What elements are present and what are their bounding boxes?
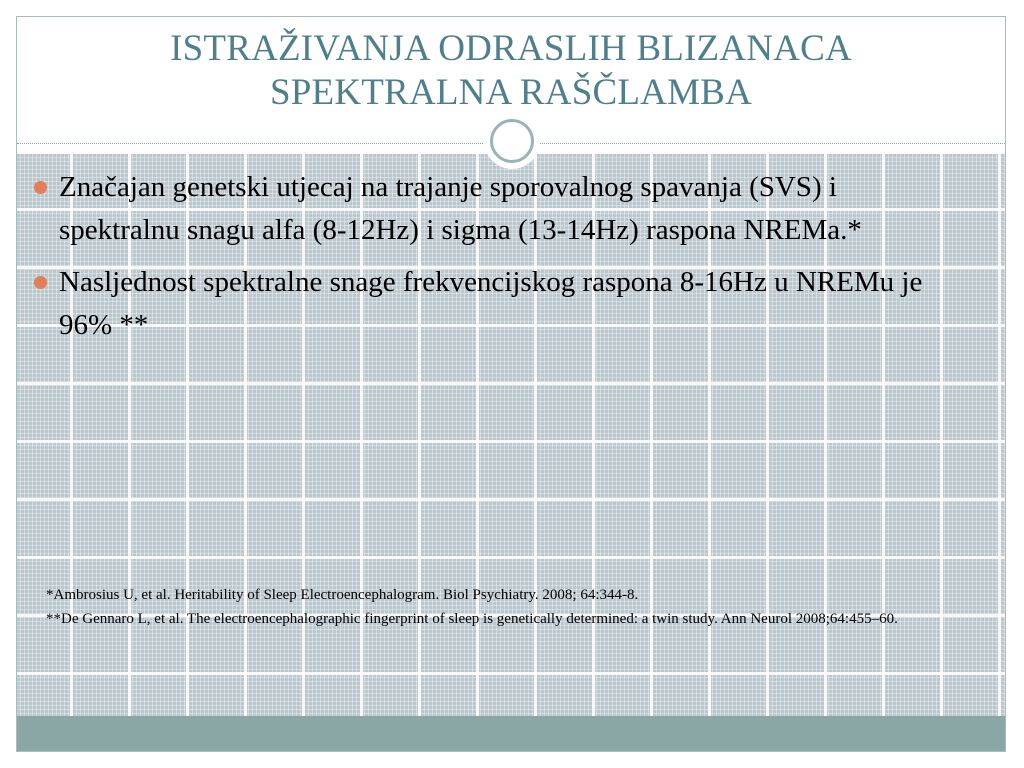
reference-item: **De Gennaro L, et al. The electroencephalographic fingerprint of sleep is genetically determined: a twin study. Ann Neurol 2008;64:455–60. — [46, 611, 898, 627]
bullet-text: Značajan genetski utjecaj na trajanje sporovalnog spavanja (SVS) i spektralnu snagu alfa (8-12Hz) i sigma (13-14Hz) raspona NREMa.* — [59, 171, 862, 246]
bullet-list — [34, 166, 934, 347]
bullet-text: Nasljednost spektralne snage frekvencijskog raspona 8-16Hz u NREMu je 96% ** — [59, 266, 923, 341]
bullet-item — [34, 261, 934, 347]
slide-frame — [16, 16, 1006, 752]
bottom-bar — [17, 716, 1005, 751]
circle-ornament-ring — [490, 119, 534, 163]
bullet-dot-icon — [34, 181, 47, 194]
reference-item: *Ambrosius U, et al. Heritability of Sleep Electroencephalogram. Biol Psychiatry. 2008; 64:344-8. — [46, 587, 639, 603]
circle-ornament-icon — [484, 113, 540, 169]
bullet-dot-icon — [34, 276, 47, 289]
title-line-1: ISTRAŽIVANJA ODRASLIH BLIZANACA — [170, 28, 852, 69]
references — [28, 585, 988, 633]
slide-content — [34, 166, 934, 356]
bullet-item — [34, 166, 934, 252]
title-line-2: SPEKTRALNA RAŠČLAMBA — [269, 72, 752, 113]
slide-title — [17, 27, 1005, 115]
